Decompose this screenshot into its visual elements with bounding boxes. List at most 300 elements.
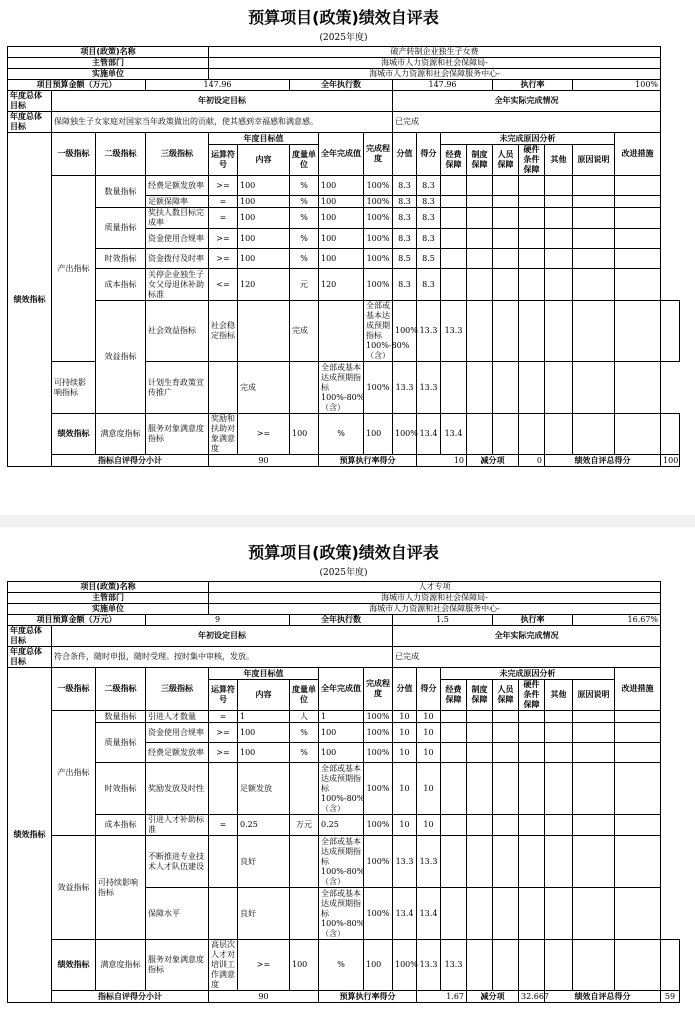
unit-cell: % xyxy=(290,249,319,269)
reason-cell xyxy=(467,723,493,743)
got-cell: 10 xyxy=(417,743,441,763)
level2-header: 二级指标 xyxy=(96,668,146,711)
done-cell: 全部或基本达成预期指标100%-80%（含） xyxy=(319,836,364,888)
unit-cell: % xyxy=(290,176,319,196)
level2-cell: 质量指标 xyxy=(96,723,146,763)
content-cell: 0.25 xyxy=(238,815,290,836)
annual-actual-label: 全年实际完成情况 xyxy=(393,91,661,112)
level2-cell: 成本指标 xyxy=(96,269,146,301)
reason-cell xyxy=(573,269,615,301)
budget-value: 9 xyxy=(146,615,290,626)
degree-cell: 100% xyxy=(364,763,393,815)
level2-cell: 成本指标 xyxy=(96,815,146,836)
op-cell xyxy=(209,888,238,940)
reason-cell xyxy=(441,208,467,229)
got-cell: 13.3 xyxy=(441,301,467,362)
degree-cell: 100% xyxy=(364,176,393,196)
unit-cell: % xyxy=(290,723,319,743)
reason-cell xyxy=(615,815,661,836)
measure-unit-header: 度量单位 xyxy=(290,145,319,176)
reason-cell xyxy=(467,176,493,196)
reason-cell xyxy=(493,229,519,249)
annual-target-label: 年初设定目标 xyxy=(52,626,393,647)
reason-cell xyxy=(493,888,519,940)
annual-actual-value: 已完成 xyxy=(393,112,661,133)
content-cell: 1 xyxy=(238,711,290,723)
reason-system-header: 制度保障 xyxy=(467,145,493,176)
got-cell: 13.3 xyxy=(417,836,441,888)
reason-cell xyxy=(441,836,467,888)
level3-cell: 奖扶人数目标完成率 xyxy=(146,208,209,229)
level1-effect: 效益指标 xyxy=(96,301,146,414)
got-header: 得分 xyxy=(417,133,441,176)
annual-target-header: 年度总体目标 xyxy=(8,91,52,112)
reason-cell xyxy=(467,301,493,362)
reason-cell xyxy=(441,229,467,249)
reason-cell xyxy=(573,414,615,455)
reason-cell xyxy=(545,208,573,229)
level3-cell: 不断推进专业技术人才队伍建设 xyxy=(146,836,209,888)
reason-cell xyxy=(441,711,467,723)
done-cell: 100 xyxy=(364,940,393,991)
unit-cell: 元 xyxy=(290,269,319,301)
deduct-label: 减分项 xyxy=(467,991,519,1003)
exec-rate-label: 执行率 xyxy=(493,615,573,626)
exec-amount-label: 全年执行数 xyxy=(290,615,393,626)
degree-header: 完成程度 xyxy=(364,668,393,711)
reason-cell xyxy=(615,836,661,888)
reason-cell xyxy=(519,743,545,763)
reason-cell xyxy=(467,888,493,940)
reason-cell xyxy=(573,229,615,249)
reason-cell xyxy=(467,208,493,229)
level2-cell: 社会效益指标 xyxy=(146,301,209,362)
degree-cell: 100% xyxy=(364,249,393,269)
done-cell: 100 xyxy=(364,414,393,455)
reason-cell xyxy=(615,362,661,414)
reason-note-header: 原因说明 xyxy=(573,145,615,176)
done-cell: 100 xyxy=(319,196,364,208)
content-cell: 100 xyxy=(238,208,290,229)
content-cell: 100 xyxy=(290,414,319,455)
got-cell: 10 xyxy=(417,711,441,723)
reason-cell xyxy=(519,888,545,940)
content-cell: 100 xyxy=(238,196,290,208)
content-cell: 100 xyxy=(238,229,290,249)
full-year-done-header: 全年完成值 xyxy=(319,133,364,176)
reason-cell xyxy=(519,763,545,815)
level3-cell: 经费足额发放率 xyxy=(146,176,209,196)
evaluation-sheet-1 xyxy=(7,5,680,467)
reason-cell xyxy=(519,414,545,455)
reason-cell xyxy=(545,269,573,301)
project-name-label: 项目(政策)名称 xyxy=(8,47,209,58)
deduct-value: 32.667 xyxy=(519,991,545,1003)
level3-cell: 社会稳定指标 xyxy=(209,301,238,362)
evaluation-table xyxy=(7,581,680,1003)
level3-cell: 资金拨付及时率 xyxy=(146,249,209,269)
op-header: 运算符号 xyxy=(209,145,238,176)
level3-cell: 足额保障率 xyxy=(146,196,209,208)
exec-amount-value: 1.5 xyxy=(393,615,493,626)
done-cell: 全部或基本达成预期指标100%-80%（含） xyxy=(319,763,364,815)
project-name-value: 人才专项 xyxy=(209,582,661,593)
reason-cell xyxy=(545,414,573,455)
score-cell: 8.3 xyxy=(393,176,417,196)
reason-cell xyxy=(545,711,573,723)
level3-cell: 奖励和扶助对象满意度 xyxy=(209,414,238,455)
reason-cell xyxy=(661,414,680,455)
reason-cell xyxy=(441,763,467,815)
reason-cell xyxy=(573,196,615,208)
degree-cell: 100% xyxy=(393,414,417,455)
content-cell: 良好 xyxy=(238,836,290,888)
done-cell: 120 xyxy=(319,269,364,301)
reason-cell xyxy=(573,249,615,269)
reason-cell xyxy=(573,940,615,991)
exec-rate-score-label: 预算执行率得分 xyxy=(319,455,417,467)
done-cell: 全部或基本达成预期指标100%-80%（含） xyxy=(319,888,364,940)
total-value: 59 xyxy=(661,991,680,1003)
unit-cell: 万元 xyxy=(290,815,319,836)
level3-cell: 引进人才数量 xyxy=(146,711,209,723)
reason-cell xyxy=(441,269,467,301)
score-cell: 13.3 xyxy=(393,836,417,888)
reason-cell xyxy=(573,743,615,763)
reason-cell xyxy=(573,208,615,229)
perf-indicator-label-2: 绩效指标 xyxy=(52,414,96,455)
level3-cell: 资金使用合规率 xyxy=(146,723,209,743)
unit-cell xyxy=(290,763,319,815)
sheet-year: (2025年度) xyxy=(319,33,368,43)
yearly-target-header: 年度目标值 xyxy=(209,133,319,145)
reason-cell xyxy=(467,229,493,249)
reason-cell xyxy=(493,711,519,723)
done-cell: 100 xyxy=(319,208,364,229)
reason-cell xyxy=(573,711,615,723)
reason-cell xyxy=(573,888,615,940)
reason-cell xyxy=(573,836,615,888)
reason-cell xyxy=(519,229,545,249)
reason-cell xyxy=(441,723,467,743)
reason-other-header: 其他 xyxy=(545,145,573,176)
done-cell: 0.25 xyxy=(319,815,364,836)
perf-indicator-label: 绩效指标 xyxy=(8,133,52,467)
improve-header: 改进措施 xyxy=(615,133,661,176)
reason-hardware-header: 硬件条件保障 xyxy=(519,680,545,711)
reason-cell xyxy=(467,196,493,208)
op-cell: = xyxy=(209,815,238,836)
self-subtotal-label: 指标自评得分小计 xyxy=(52,455,209,467)
dept-label: 主管部门 xyxy=(8,593,209,604)
annual-target-header: 年度总体目标 xyxy=(8,626,52,647)
level2-cell: 服务对象满意度指标 xyxy=(146,414,209,455)
done-cell: 100 xyxy=(319,743,364,763)
perf-indicator-label-2: 绩效指标 xyxy=(52,940,96,991)
reason-cell xyxy=(519,836,545,888)
done-cell: 1 xyxy=(319,711,364,723)
content-cell: 完成 xyxy=(238,362,290,414)
sheet-title: 预算项目(政策)绩效自评表 xyxy=(248,543,439,562)
reason-cell xyxy=(615,940,661,991)
reason-cell xyxy=(493,940,519,991)
score-cell: 13.4 xyxy=(393,888,417,940)
level2-cell: 时效指标 xyxy=(96,249,146,269)
reason-cell xyxy=(493,815,519,836)
reason-cell xyxy=(441,888,467,940)
reason-cell xyxy=(615,743,661,763)
reason-cell xyxy=(519,362,545,414)
exec-amount-value: 147.96 xyxy=(393,80,493,91)
level1-effect: 效益指标 xyxy=(52,836,96,940)
got-cell: 10 xyxy=(417,763,441,815)
reason-cell xyxy=(573,815,615,836)
op-cell: >= xyxy=(238,414,290,455)
budget-label: 项目预算金额（万元） xyxy=(8,80,146,91)
reason-hardware-header: 硬件条件保障 xyxy=(519,145,545,176)
budget-label: 项目预算金额（万元） xyxy=(8,615,146,626)
sheet-title: 预算项目(政策)绩效自评表 xyxy=(248,8,439,27)
content-cell: 完成 xyxy=(290,301,319,362)
reason-cell xyxy=(467,362,493,414)
degree-cell: 100% xyxy=(393,940,417,991)
total-label: 绩效自评总得分 xyxy=(545,991,661,1003)
reason-cell xyxy=(615,249,661,269)
reason-cell xyxy=(545,301,573,362)
reason-cell xyxy=(493,301,519,362)
score-cell: 13.3 xyxy=(417,940,441,991)
got-cell: 8.5 xyxy=(417,249,441,269)
op-cell: = xyxy=(209,208,238,229)
project-name-label: 项目(政策)名称 xyxy=(8,582,209,593)
op-cell: >= xyxy=(209,249,238,269)
op-cell xyxy=(209,763,238,815)
level3-cell: 资金使用合规率 xyxy=(146,229,209,249)
reason-cell xyxy=(467,815,493,836)
content-cell: 100 xyxy=(238,723,290,743)
got-cell: 8.3 xyxy=(417,176,441,196)
evaluation-table xyxy=(7,46,680,467)
score-cell: 8.3 xyxy=(393,269,417,301)
reason-staff-header: 人员保障 xyxy=(493,680,519,711)
sheet-year: (2025年度) xyxy=(319,568,368,578)
content-cell: 120 xyxy=(238,269,290,301)
reason-cell xyxy=(441,362,467,414)
annual-target-label: 年初设定目标 xyxy=(52,91,393,112)
dept-value: 海城市人力资源和社会保障局- xyxy=(209,58,661,69)
reason-cell xyxy=(545,176,573,196)
degree-cell: 100% xyxy=(364,723,393,743)
reason-cell xyxy=(615,723,661,743)
reason-cell xyxy=(493,208,519,229)
got-cell: 10 xyxy=(417,815,441,836)
reason-cell xyxy=(493,414,519,455)
got-header: 得分 xyxy=(417,668,441,711)
score-cell: 13.3 xyxy=(393,362,417,414)
reason-cell xyxy=(545,196,573,208)
unit-cell xyxy=(290,888,319,940)
reason-cell xyxy=(441,815,467,836)
got-cell: 8.3 xyxy=(417,208,441,229)
reason-cell xyxy=(545,763,573,815)
reason-cell xyxy=(615,414,661,455)
score-header: 分值 xyxy=(393,668,417,711)
reason-cell xyxy=(493,249,519,269)
content-cell: 100 xyxy=(238,176,290,196)
got-cell: 13.3 xyxy=(441,940,467,991)
degree-cell: 100% xyxy=(364,836,393,888)
score-cell: 8.5 xyxy=(393,249,417,269)
degree-cell: 100% xyxy=(364,888,393,940)
reason-cell xyxy=(519,208,545,229)
exec-rate-label: 执行率 xyxy=(493,80,573,91)
unit-cell xyxy=(319,301,364,362)
score-cell: 13.3 xyxy=(417,301,441,362)
unit-label: 实施单位 xyxy=(8,604,209,615)
degree-cell: 100% xyxy=(364,269,393,301)
score-cell: 8.3 xyxy=(393,196,417,208)
level2-cell: 数量指标 xyxy=(96,176,146,208)
reason-cell xyxy=(545,723,573,743)
reason-staff-header: 人员保障 xyxy=(493,145,519,176)
reason-cell xyxy=(545,836,573,888)
reason-cell xyxy=(519,815,545,836)
op-header: 运算符号 xyxy=(209,680,238,711)
done-cell: 100 xyxy=(319,723,364,743)
reason-cell xyxy=(573,176,615,196)
reason-cell xyxy=(467,269,493,301)
reason-cell xyxy=(615,269,661,301)
degree-cell: 100% xyxy=(364,229,393,249)
reason-cell xyxy=(467,711,493,723)
exec-amount-label: 全年执行数 xyxy=(290,80,393,91)
content-header: 内容 xyxy=(238,145,290,176)
level2-cell: 可持续影响指标 xyxy=(96,836,146,940)
score-cell: 10 xyxy=(393,723,417,743)
level1-satisfaction: 满意度指标 xyxy=(96,940,146,991)
level3-cell: 关停企业独生子女父母退休补助标准 xyxy=(146,269,209,301)
reason-cell xyxy=(615,301,661,362)
reason-cell xyxy=(467,836,493,888)
perf-indicator-label: 绩效指标 xyxy=(8,668,52,1003)
reason-cell xyxy=(467,743,493,763)
measure-unit-header: 度量单位 xyxy=(290,680,319,711)
reason-cell xyxy=(441,743,467,763)
reason-funding-header: 经费保障 xyxy=(441,145,467,176)
reason-cell xyxy=(519,301,545,362)
reason-funding-header: 经费保障 xyxy=(441,680,467,711)
self-subtotal-value: 90 xyxy=(209,991,319,1003)
annual-target-value: 保障独生子女家庭对国家当年政策做出的贡献，使其感到幸福感和满意感。 xyxy=(52,112,393,133)
reason-cell xyxy=(441,196,467,208)
exec-rate-score-value: 10 xyxy=(417,455,467,467)
reason-cell xyxy=(615,763,661,815)
got-cell: 8.3 xyxy=(417,196,441,208)
reason-cell xyxy=(493,362,519,414)
done-cell: 全部或基本达成预期指标100%-80%（含） xyxy=(364,301,393,362)
reason-cell xyxy=(545,888,573,940)
reason-cell xyxy=(493,176,519,196)
annual-target-header-2: 年度总体目标 xyxy=(8,647,52,668)
level1-output: 产出指标 xyxy=(52,711,96,836)
content-cell: 良好 xyxy=(238,888,290,940)
total-label: 绩效自评总得分 xyxy=(545,455,661,467)
dept-value: 海城市人力资源和社会保障局- xyxy=(209,593,661,604)
annual-actual-label: 全年实际完成情况 xyxy=(393,626,661,647)
degree-header: 完成程度 xyxy=(364,133,393,176)
reason-note-header: 原因说明 xyxy=(573,680,615,711)
op-cell xyxy=(238,301,290,362)
reason-cell xyxy=(519,269,545,301)
reason-cell xyxy=(467,763,493,815)
level2-cell: 服务对象满意度指标 xyxy=(146,940,209,991)
level3-cell: 高层次人才对培训工作满意度 xyxy=(209,940,238,991)
reason-analysis-header: 未完成原因分析 xyxy=(441,133,615,145)
degree-cell: 100% xyxy=(364,362,393,414)
reason-cell xyxy=(493,723,519,743)
reason-cell xyxy=(493,743,519,763)
reason-cell xyxy=(493,196,519,208)
reason-cell xyxy=(661,940,680,991)
reason-analysis-header: 未完成原因分析 xyxy=(441,668,615,680)
reason-cell xyxy=(545,743,573,763)
op-cell: <= xyxy=(209,269,238,301)
reason-cell xyxy=(519,723,545,743)
level2-cell: 可持续影响指标 xyxy=(52,362,96,414)
reason-cell xyxy=(545,249,573,269)
exec-rate-value: 100% xyxy=(573,80,661,91)
op-cell: >= xyxy=(209,176,238,196)
reason-cell xyxy=(615,208,661,229)
level1-output: 产出指标 xyxy=(52,176,96,362)
unit-cell: % xyxy=(290,196,319,208)
level3-header: 三级指标 xyxy=(146,133,209,176)
budget-value: 147.96 xyxy=(146,80,290,91)
level3-cell: 引进人才补助标准 xyxy=(146,815,209,836)
score-cell: 10 xyxy=(393,815,417,836)
unit-cell: % xyxy=(290,208,319,229)
reason-cell xyxy=(615,176,661,196)
level2-cell: 时效指标 xyxy=(96,763,146,815)
annual-target-header-2: 年度总体目标 xyxy=(8,112,52,133)
level1-satisfaction: 满意度指标 xyxy=(96,414,146,455)
reason-cell xyxy=(519,940,545,991)
deduct-label: 减分项 xyxy=(467,455,519,467)
unit-cell xyxy=(290,836,319,888)
reason-cell xyxy=(519,249,545,269)
reason-cell xyxy=(441,249,467,269)
reason-cell xyxy=(545,362,573,414)
score-cell: 8.3 xyxy=(393,229,417,249)
level3-header: 三级指标 xyxy=(146,668,209,711)
reason-cell xyxy=(573,723,615,743)
dept-label: 主管部门 xyxy=(8,58,209,69)
unit-value: 海城市人力资源和社会保障服务中心- xyxy=(209,69,661,80)
yearly-target-header: 年度目标值 xyxy=(209,668,319,680)
degree-cell: 100% xyxy=(364,208,393,229)
level3-cell: 奖励发放及时性 xyxy=(146,763,209,815)
reason-cell xyxy=(573,301,615,362)
page-separator xyxy=(0,515,695,527)
reason-cell xyxy=(573,763,615,815)
unit-cell: % xyxy=(290,743,319,763)
evaluation-sheet-2 xyxy=(7,540,680,1003)
level3-cell: 经费足额发放率 xyxy=(146,743,209,763)
reason-cell xyxy=(493,836,519,888)
reason-other-header: 其他 xyxy=(545,680,573,711)
reason-cell xyxy=(545,815,573,836)
unit-label: 实施单位 xyxy=(8,69,209,80)
